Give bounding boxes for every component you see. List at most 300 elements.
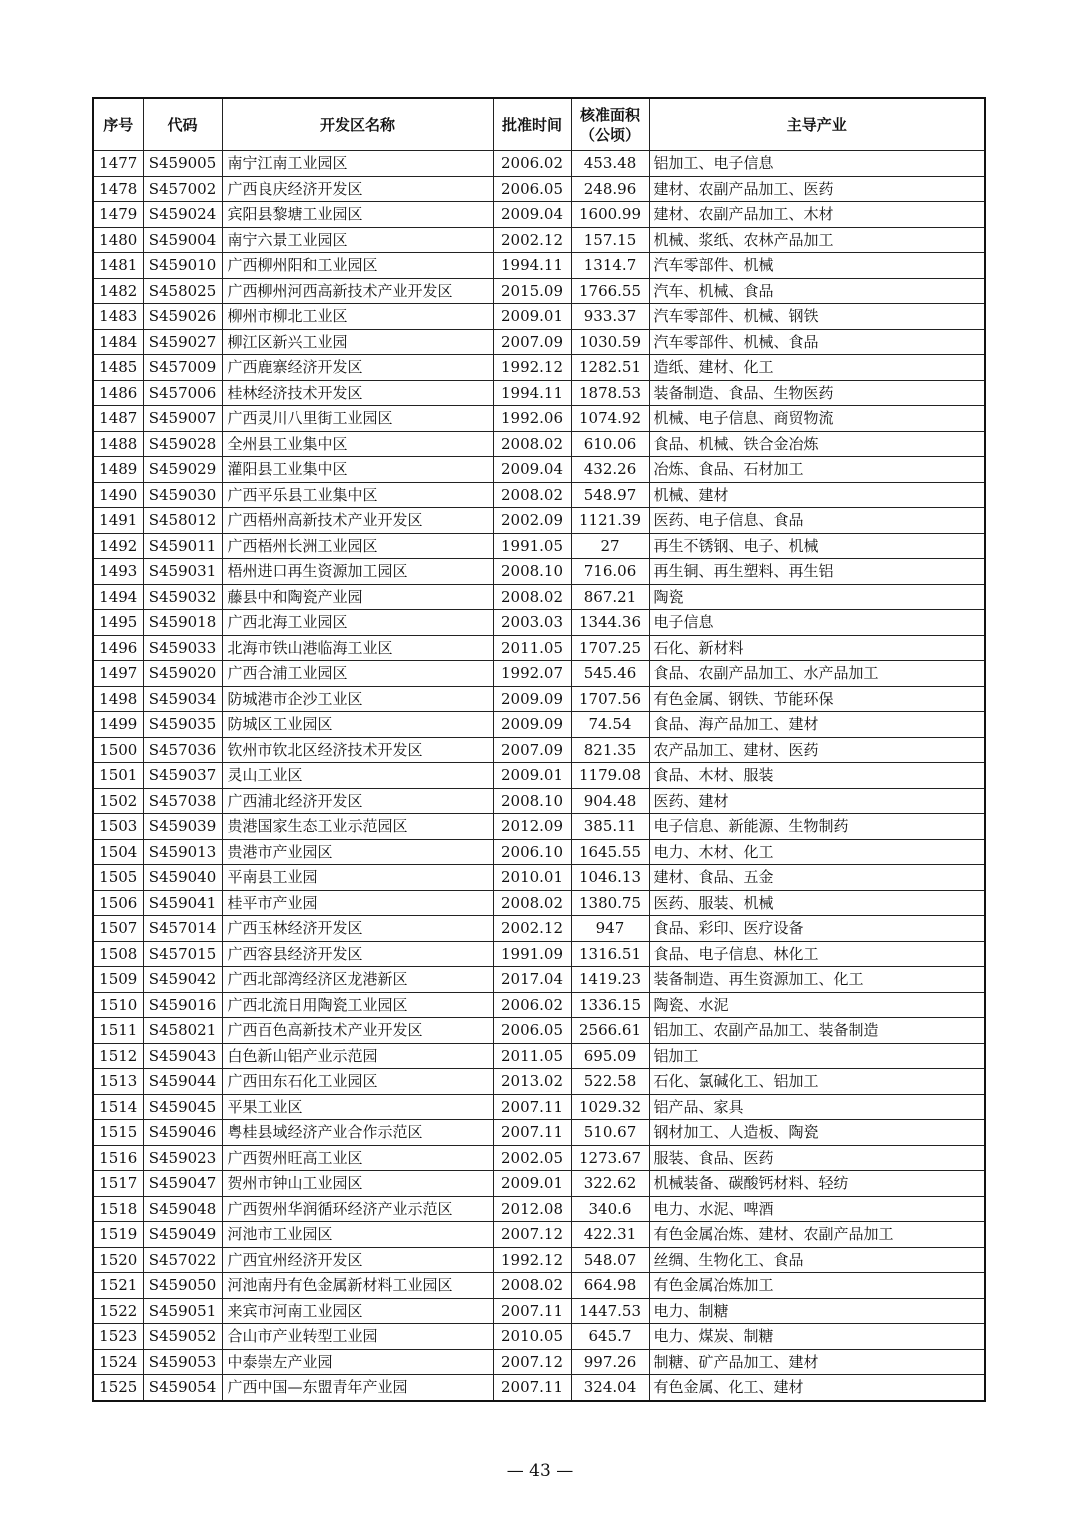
cell-industry: 医药、电子信息、食品 bbox=[649, 508, 985, 534]
table-row bbox=[93, 865, 985, 891]
cell-date: 2009.01 bbox=[493, 1171, 571, 1197]
cell-area: 1600.99 bbox=[571, 202, 649, 228]
cell-code: S459037 bbox=[143, 763, 222, 789]
cell-date: 2007.11 bbox=[493, 1094, 571, 1120]
cell-area: 248.96 bbox=[571, 176, 649, 202]
cell-industry: 有色金属、化工、建材 bbox=[649, 1375, 985, 1401]
cell-code: S459052 bbox=[143, 1324, 222, 1350]
cell-name: 白色新山铝产业示范园 bbox=[222, 1043, 493, 1069]
table-row bbox=[93, 635, 985, 661]
cell-industry: 汽车、机械、食品 bbox=[649, 278, 985, 304]
cell-industry: 建材、农副产品加工、医药 bbox=[649, 176, 985, 202]
table-row bbox=[93, 1145, 985, 1171]
cell-code: S457006 bbox=[143, 380, 222, 406]
cell-code: S459020 bbox=[143, 661, 222, 687]
cell-name: 广西百色高新技术产业开发区 bbox=[222, 1018, 493, 1044]
cell-area: 157.15 bbox=[571, 227, 649, 253]
cell-name: 灵山工业区 bbox=[222, 763, 493, 789]
cell-no: 1486 bbox=[93, 380, 143, 406]
cell-date: 2006.10 bbox=[493, 839, 571, 865]
cell-no: 1489 bbox=[93, 457, 143, 483]
cell-no: 1519 bbox=[93, 1222, 143, 1248]
cell-code: S459042 bbox=[143, 967, 222, 993]
cell-area: 1344.36 bbox=[571, 610, 649, 636]
table-row bbox=[93, 151, 985, 177]
cell-date: 2007.11 bbox=[493, 1375, 571, 1401]
cell-date: 2017.04 bbox=[493, 967, 571, 993]
cell-industry: 电力、煤炭、制糖 bbox=[649, 1324, 985, 1350]
cell-code: S459030 bbox=[143, 482, 222, 508]
cell-date: 2007.11 bbox=[493, 1298, 571, 1324]
cell-area: 695.09 bbox=[571, 1043, 649, 1069]
table-row bbox=[93, 508, 985, 534]
cell-area: 453.48 bbox=[571, 151, 649, 177]
cell-name: 广西梧州高新技术产业开发区 bbox=[222, 508, 493, 534]
cell-date: 1992.12 bbox=[493, 1247, 571, 1273]
cell-area: 545.46 bbox=[571, 661, 649, 687]
cell-industry: 食品、机械、铁合金冶炼 bbox=[649, 431, 985, 457]
cell-no: 1520 bbox=[93, 1247, 143, 1273]
cell-no: 1502 bbox=[93, 788, 143, 814]
cell-date: 1994.11 bbox=[493, 253, 571, 279]
cell-area: 1766.55 bbox=[571, 278, 649, 304]
cell-name: 广西鹿寨经济开发区 bbox=[222, 355, 493, 381]
table-row bbox=[93, 406, 985, 432]
table-row bbox=[93, 686, 985, 712]
table-row bbox=[93, 533, 985, 559]
cell-no: 1480 bbox=[93, 227, 143, 253]
cell-area: 610.06 bbox=[571, 431, 649, 457]
cell-area: 1707.56 bbox=[571, 686, 649, 712]
table-row bbox=[93, 1222, 985, 1248]
cell-industry: 建材、食品、五金 bbox=[649, 865, 985, 891]
table-row bbox=[93, 1094, 985, 1120]
cell-industry: 电力、制糖 bbox=[649, 1298, 985, 1324]
cell-no: 1523 bbox=[93, 1324, 143, 1350]
header-date: 批准时间 bbox=[493, 98, 571, 151]
cell-name: 平果工业区 bbox=[222, 1094, 493, 1120]
cell-no: 1514 bbox=[93, 1094, 143, 1120]
cell-area: 1179.08 bbox=[571, 763, 649, 789]
cell-name: 防城区工业园区 bbox=[222, 712, 493, 738]
cell-name: 广西合浦工业园区 bbox=[222, 661, 493, 687]
cell-code: S459051 bbox=[143, 1298, 222, 1324]
cell-name: 梧州进口再生资源加工园区 bbox=[222, 559, 493, 585]
table-row bbox=[93, 763, 985, 789]
header-name: 开发区名称 bbox=[222, 98, 493, 151]
cell-area: 1121.39 bbox=[571, 508, 649, 534]
table-row bbox=[93, 431, 985, 457]
cell-no: 1490 bbox=[93, 482, 143, 508]
table-row bbox=[93, 1120, 985, 1146]
table-row bbox=[93, 1324, 985, 1350]
cell-code: S459044 bbox=[143, 1069, 222, 1095]
table-row bbox=[93, 380, 985, 406]
cell-area: 2566.61 bbox=[571, 1018, 649, 1044]
cell-area: 74.54 bbox=[571, 712, 649, 738]
cell-no: 1504 bbox=[93, 839, 143, 865]
cell-date: 2007.09 bbox=[493, 329, 571, 355]
cell-industry: 机械装备、碳酸钙材料、轻纺 bbox=[649, 1171, 985, 1197]
table-body bbox=[93, 151, 985, 1401]
table-row bbox=[93, 304, 985, 330]
cell-industry: 农产品加工、建材、医药 bbox=[649, 737, 985, 763]
cell-area: 1316.51 bbox=[571, 941, 649, 967]
cell-code: S459031 bbox=[143, 559, 222, 585]
table-row bbox=[93, 737, 985, 763]
table-row bbox=[93, 227, 985, 253]
table-row bbox=[93, 1018, 985, 1044]
header-area bbox=[571, 98, 649, 151]
cell-code: S459043 bbox=[143, 1043, 222, 1069]
cell-industry: 汽车零部件、机械 bbox=[649, 253, 985, 279]
cell-name: 河池南丹有色金属新材料工业园区 bbox=[222, 1273, 493, 1299]
cell-industry: 食品、农副产品加工、水产品加工 bbox=[649, 661, 985, 687]
cell-code: S459054 bbox=[143, 1375, 222, 1401]
cell-date: 2011.05 bbox=[493, 635, 571, 661]
cell-industry: 机械、建材 bbox=[649, 482, 985, 508]
table-row bbox=[93, 329, 985, 355]
table-row bbox=[93, 1273, 985, 1299]
table-row bbox=[93, 1171, 985, 1197]
table-row bbox=[93, 788, 985, 814]
cell-no: 1477 bbox=[93, 151, 143, 177]
cell-date: 2009.04 bbox=[493, 457, 571, 483]
cell-no: 1498 bbox=[93, 686, 143, 712]
cell-name: 广西浦北经济开发区 bbox=[222, 788, 493, 814]
cell-date: 2002.12 bbox=[493, 916, 571, 942]
cell-industry: 陶瓷 bbox=[649, 584, 985, 610]
cell-industry: 电子信息、新能源、生物制药 bbox=[649, 814, 985, 840]
cell-code: S459013 bbox=[143, 839, 222, 865]
cell-name: 柳州市柳北工业区 bbox=[222, 304, 493, 330]
cell-date: 2009.01 bbox=[493, 763, 571, 789]
cell-code: S459045 bbox=[143, 1094, 222, 1120]
cell-name: 广西灵川八里街工业园区 bbox=[222, 406, 493, 432]
cell-name: 灌阳县工业集中区 bbox=[222, 457, 493, 483]
cell-no: 1521 bbox=[93, 1273, 143, 1299]
cell-name: 广西宜州经济开发区 bbox=[222, 1247, 493, 1273]
cell-code: S459034 bbox=[143, 686, 222, 712]
cell-no: 1507 bbox=[93, 916, 143, 942]
cell-date: 2012.09 bbox=[493, 814, 571, 840]
cell-industry: 汽车零部件、机械、钢铁 bbox=[649, 304, 985, 330]
cell-area: 385.11 bbox=[571, 814, 649, 840]
cell-date: 1992.07 bbox=[493, 661, 571, 687]
cell-industry: 建材、农副产品加工、木材 bbox=[649, 202, 985, 228]
cell-no: 1495 bbox=[93, 610, 143, 636]
cell-industry: 铝产品、家具 bbox=[649, 1094, 985, 1120]
cell-name: 广西柳州阳和工业园区 bbox=[222, 253, 493, 279]
cell-industry: 电力、木材、化工 bbox=[649, 839, 985, 865]
cell-no: 1483 bbox=[93, 304, 143, 330]
cell-code: S459035 bbox=[143, 712, 222, 738]
cell-name: 贺州市钟山工业园区 bbox=[222, 1171, 493, 1197]
cell-industry: 有色金属冶炼加工 bbox=[649, 1273, 985, 1299]
cell-no: 1488 bbox=[93, 431, 143, 457]
cell-code: S458025 bbox=[143, 278, 222, 304]
cell-date: 2009.09 bbox=[493, 686, 571, 712]
cell-area: 1030.59 bbox=[571, 329, 649, 355]
cell-no: 1510 bbox=[93, 992, 143, 1018]
cell-date: 2008.02 bbox=[493, 1273, 571, 1299]
cell-name: 广西良庆经济开发区 bbox=[222, 176, 493, 202]
cell-code: S459023 bbox=[143, 1145, 222, 1171]
cell-area: 1645.55 bbox=[571, 839, 649, 865]
development-zone-table bbox=[92, 97, 986, 1402]
cell-industry: 铝加工、电子信息 bbox=[649, 151, 985, 177]
cell-area: 1074.92 bbox=[571, 406, 649, 432]
cell-name: 广西平乐县工业集中区 bbox=[222, 482, 493, 508]
cell-code: S459050 bbox=[143, 1273, 222, 1299]
table-row bbox=[93, 839, 985, 865]
cell-name: 桂林经济技术开发区 bbox=[222, 380, 493, 406]
table-row bbox=[93, 482, 985, 508]
cell-code: S459027 bbox=[143, 329, 222, 355]
cell-code: S459016 bbox=[143, 992, 222, 1018]
cell-area: 340.6 bbox=[571, 1196, 649, 1222]
cell-date: 2011.05 bbox=[493, 1043, 571, 1069]
cell-code: S459024 bbox=[143, 202, 222, 228]
cell-area: 1380.75 bbox=[571, 890, 649, 916]
cell-industry: 造纸、建材、化工 bbox=[649, 355, 985, 381]
cell-area: 997.26 bbox=[571, 1349, 649, 1375]
cell-area: 1046.13 bbox=[571, 865, 649, 891]
cell-name: 广西北海工业园区 bbox=[222, 610, 493, 636]
cell-name: 中泰崇左产业园 bbox=[222, 1349, 493, 1375]
cell-name: 广西中国—东盟青年产业园 bbox=[222, 1375, 493, 1401]
cell-area: 1282.51 bbox=[571, 355, 649, 381]
cell-area: 716.06 bbox=[571, 559, 649, 585]
cell-date: 2007.09 bbox=[493, 737, 571, 763]
cell-name: 粤桂县域经济产业合作示范区 bbox=[222, 1120, 493, 1146]
cell-no: 1487 bbox=[93, 406, 143, 432]
cell-code: S459032 bbox=[143, 584, 222, 610]
cell-no: 1479 bbox=[93, 202, 143, 228]
cell-name: 南宁六景工业园区 bbox=[222, 227, 493, 253]
cell-name: 广西北流日用陶瓷工业园区 bbox=[222, 992, 493, 1018]
cell-industry: 医药、服装、机械 bbox=[649, 890, 985, 916]
table-row bbox=[93, 457, 985, 483]
cell-area: 324.04 bbox=[571, 1375, 649, 1401]
cell-name: 全州县工业集中区 bbox=[222, 431, 493, 457]
cell-industry: 汽车零部件、机械、食品 bbox=[649, 329, 985, 355]
cell-no: 1493 bbox=[93, 559, 143, 585]
cell-area: 645.7 bbox=[571, 1324, 649, 1350]
header-area-line2: （公顷） bbox=[579, 125, 640, 144]
cell-area: 867.21 bbox=[571, 584, 649, 610]
cell-name: 桂平市产业园 bbox=[222, 890, 493, 916]
cell-date: 2009.04 bbox=[493, 202, 571, 228]
cell-industry: 制糖、矿产品加工、建材 bbox=[649, 1349, 985, 1375]
cell-industry: 铝加工、农副产品加工、装备制造 bbox=[649, 1018, 985, 1044]
cell-industry: 再生铜、再生塑料、再生铝 bbox=[649, 559, 985, 585]
cell-date: 1992.12 bbox=[493, 355, 571, 381]
cell-area: 322.62 bbox=[571, 1171, 649, 1197]
table-row bbox=[93, 967, 985, 993]
cell-industry: 有色金属、钢铁、节能环保 bbox=[649, 686, 985, 712]
cell-name: 广西田东石化工业园区 bbox=[222, 1069, 493, 1095]
table-row bbox=[93, 941, 985, 967]
cell-date: 2008.02 bbox=[493, 482, 571, 508]
cell-code: S457022 bbox=[143, 1247, 222, 1273]
cell-code: S459018 bbox=[143, 610, 222, 636]
header-area-line1: 核准面积 bbox=[579, 105, 640, 124]
cell-code: S459053 bbox=[143, 1349, 222, 1375]
cell-no: 1478 bbox=[93, 176, 143, 202]
cell-code: S459039 bbox=[143, 814, 222, 840]
cell-date: 2003.03 bbox=[493, 610, 571, 636]
cell-no: 1503 bbox=[93, 814, 143, 840]
cell-date: 2013.02 bbox=[493, 1069, 571, 1095]
cell-area: 947 bbox=[571, 916, 649, 942]
cell-area: 1336.15 bbox=[571, 992, 649, 1018]
table-row bbox=[93, 610, 985, 636]
cell-date: 1991.09 bbox=[493, 941, 571, 967]
cell-code: S459046 bbox=[143, 1120, 222, 1146]
table-row bbox=[93, 814, 985, 840]
cell-date: 2006.05 bbox=[493, 1018, 571, 1044]
cell-industry: 食品、电子信息、林化工 bbox=[649, 941, 985, 967]
cell-industry: 医药、建材 bbox=[649, 788, 985, 814]
table-row bbox=[93, 1196, 985, 1222]
cell-no: 1492 bbox=[93, 533, 143, 559]
cell-date: 2009.09 bbox=[493, 712, 571, 738]
table-row bbox=[93, 712, 985, 738]
cell-no: 1525 bbox=[93, 1375, 143, 1401]
cell-no: 1500 bbox=[93, 737, 143, 763]
cell-code: S457036 bbox=[143, 737, 222, 763]
cell-date: 2002.05 bbox=[493, 1145, 571, 1171]
cell-code: S459040 bbox=[143, 865, 222, 891]
cell-industry: 钢材加工、人造板、陶瓷 bbox=[649, 1120, 985, 1146]
cell-code: S459005 bbox=[143, 151, 222, 177]
cell-code: S459026 bbox=[143, 304, 222, 330]
cell-no: 1518 bbox=[93, 1196, 143, 1222]
cell-code: S459033 bbox=[143, 635, 222, 661]
table-row bbox=[93, 1043, 985, 1069]
cell-industry: 有色金属冶炼、建材、农副产品加工 bbox=[649, 1222, 985, 1248]
cell-area: 1878.53 bbox=[571, 380, 649, 406]
cell-industry: 食品、彩印、医疗设备 bbox=[649, 916, 985, 942]
cell-name: 藤县中和陶瓷产业园 bbox=[222, 584, 493, 610]
cell-code: S458021 bbox=[143, 1018, 222, 1044]
cell-code: S458012 bbox=[143, 508, 222, 534]
cell-industry: 铝加工 bbox=[649, 1043, 985, 1069]
table-row bbox=[93, 661, 985, 687]
cell-date: 2002.12 bbox=[493, 227, 571, 253]
cell-no: 1481 bbox=[93, 253, 143, 279]
cell-no: 1522 bbox=[93, 1298, 143, 1324]
cell-no: 1485 bbox=[93, 355, 143, 381]
cell-name: 平南县工业园 bbox=[222, 865, 493, 891]
cell-area: 821.35 bbox=[571, 737, 649, 763]
table-row bbox=[93, 278, 985, 304]
cell-date: 2007.12 bbox=[493, 1349, 571, 1375]
cell-code: S457015 bbox=[143, 941, 222, 967]
cell-no: 1501 bbox=[93, 763, 143, 789]
cell-code: S459048 bbox=[143, 1196, 222, 1222]
header-code: 代码 bbox=[143, 98, 222, 151]
cell-no: 1491 bbox=[93, 508, 143, 534]
cell-name: 合山市产业转型工业园 bbox=[222, 1324, 493, 1350]
cell-name: 防城港市企沙工业区 bbox=[222, 686, 493, 712]
cell-industry: 石化、氯碱化工、铝加工 bbox=[649, 1069, 985, 1095]
cell-area: 664.98 bbox=[571, 1273, 649, 1299]
cell-industry: 机械、浆纸、农林产品加工 bbox=[649, 227, 985, 253]
page-number: — 43 — bbox=[506, 1461, 574, 1481]
cell-no: 1517 bbox=[93, 1171, 143, 1197]
cell-code: S457038 bbox=[143, 788, 222, 814]
cell-date: 2010.01 bbox=[493, 865, 571, 891]
cell-date: 2010.05 bbox=[493, 1324, 571, 1350]
cell-name: 广西贺州旺高工业区 bbox=[222, 1145, 493, 1171]
cell-date: 2009.01 bbox=[493, 304, 571, 330]
cell-code: S457014 bbox=[143, 916, 222, 942]
cell-name: 广西贺州华润循环经济产业示范区 bbox=[222, 1196, 493, 1222]
cell-name: 宾阳县黎塘工业园区 bbox=[222, 202, 493, 228]
cell-name: 南宁江南工业园区 bbox=[222, 151, 493, 177]
cell-date: 1992.06 bbox=[493, 406, 571, 432]
cell-area: 1447.53 bbox=[571, 1298, 649, 1324]
cell-no: 1494 bbox=[93, 584, 143, 610]
cell-industry: 再生不锈钢、电子、机械 bbox=[649, 533, 985, 559]
cell-date: 2006.02 bbox=[493, 992, 571, 1018]
cell-industry: 陶瓷、水泥 bbox=[649, 992, 985, 1018]
cell-area: 522.58 bbox=[571, 1069, 649, 1095]
cell-no: 1509 bbox=[93, 967, 143, 993]
cell-name: 钦州市钦北区经济技术开发区 bbox=[222, 737, 493, 763]
cell-code: S459049 bbox=[143, 1222, 222, 1248]
cell-no: 1506 bbox=[93, 890, 143, 916]
cell-no: 1524 bbox=[93, 1349, 143, 1375]
cell-area: 548.97 bbox=[571, 482, 649, 508]
cell-date: 2008.10 bbox=[493, 788, 571, 814]
table-row bbox=[93, 1069, 985, 1095]
cell-name: 广西北部湾经济区龙港新区 bbox=[222, 967, 493, 993]
cell-name: 来宾市河南工业园区 bbox=[222, 1298, 493, 1324]
cell-code: S457002 bbox=[143, 176, 222, 202]
cell-industry: 机械、电子信息、商贸物流 bbox=[649, 406, 985, 432]
cell-no: 1499 bbox=[93, 712, 143, 738]
table-row bbox=[93, 559, 985, 585]
cell-code: S459041 bbox=[143, 890, 222, 916]
header-no: 序号 bbox=[93, 98, 143, 151]
cell-date: 2007.12 bbox=[493, 1222, 571, 1248]
cell-code: S459011 bbox=[143, 533, 222, 559]
cell-no: 1482 bbox=[93, 278, 143, 304]
cell-code: S459007 bbox=[143, 406, 222, 432]
cell-area: 548.07 bbox=[571, 1247, 649, 1273]
cell-industry: 冶炼、食品、石材加工 bbox=[649, 457, 985, 483]
cell-date: 2008.02 bbox=[493, 584, 571, 610]
cell-name: 广西梧州长洲工业园区 bbox=[222, 533, 493, 559]
cell-no: 1512 bbox=[93, 1043, 143, 1069]
table-row bbox=[93, 584, 985, 610]
cell-industry: 电子信息 bbox=[649, 610, 985, 636]
cell-name: 柳江区新兴工业园 bbox=[222, 329, 493, 355]
table-row bbox=[93, 1247, 985, 1273]
cell-area: 933.37 bbox=[571, 304, 649, 330]
cell-industry: 服装、食品、医药 bbox=[649, 1145, 985, 1171]
cell-date: 2008.10 bbox=[493, 559, 571, 585]
cell-area: 432.26 bbox=[571, 457, 649, 483]
cell-area: 1273.67 bbox=[571, 1145, 649, 1171]
cell-name: 广西容县经济开发区 bbox=[222, 941, 493, 967]
cell-name: 贵港市产业园区 bbox=[222, 839, 493, 865]
cell-no: 1513 bbox=[93, 1069, 143, 1095]
cell-date: 2015.09 bbox=[493, 278, 571, 304]
